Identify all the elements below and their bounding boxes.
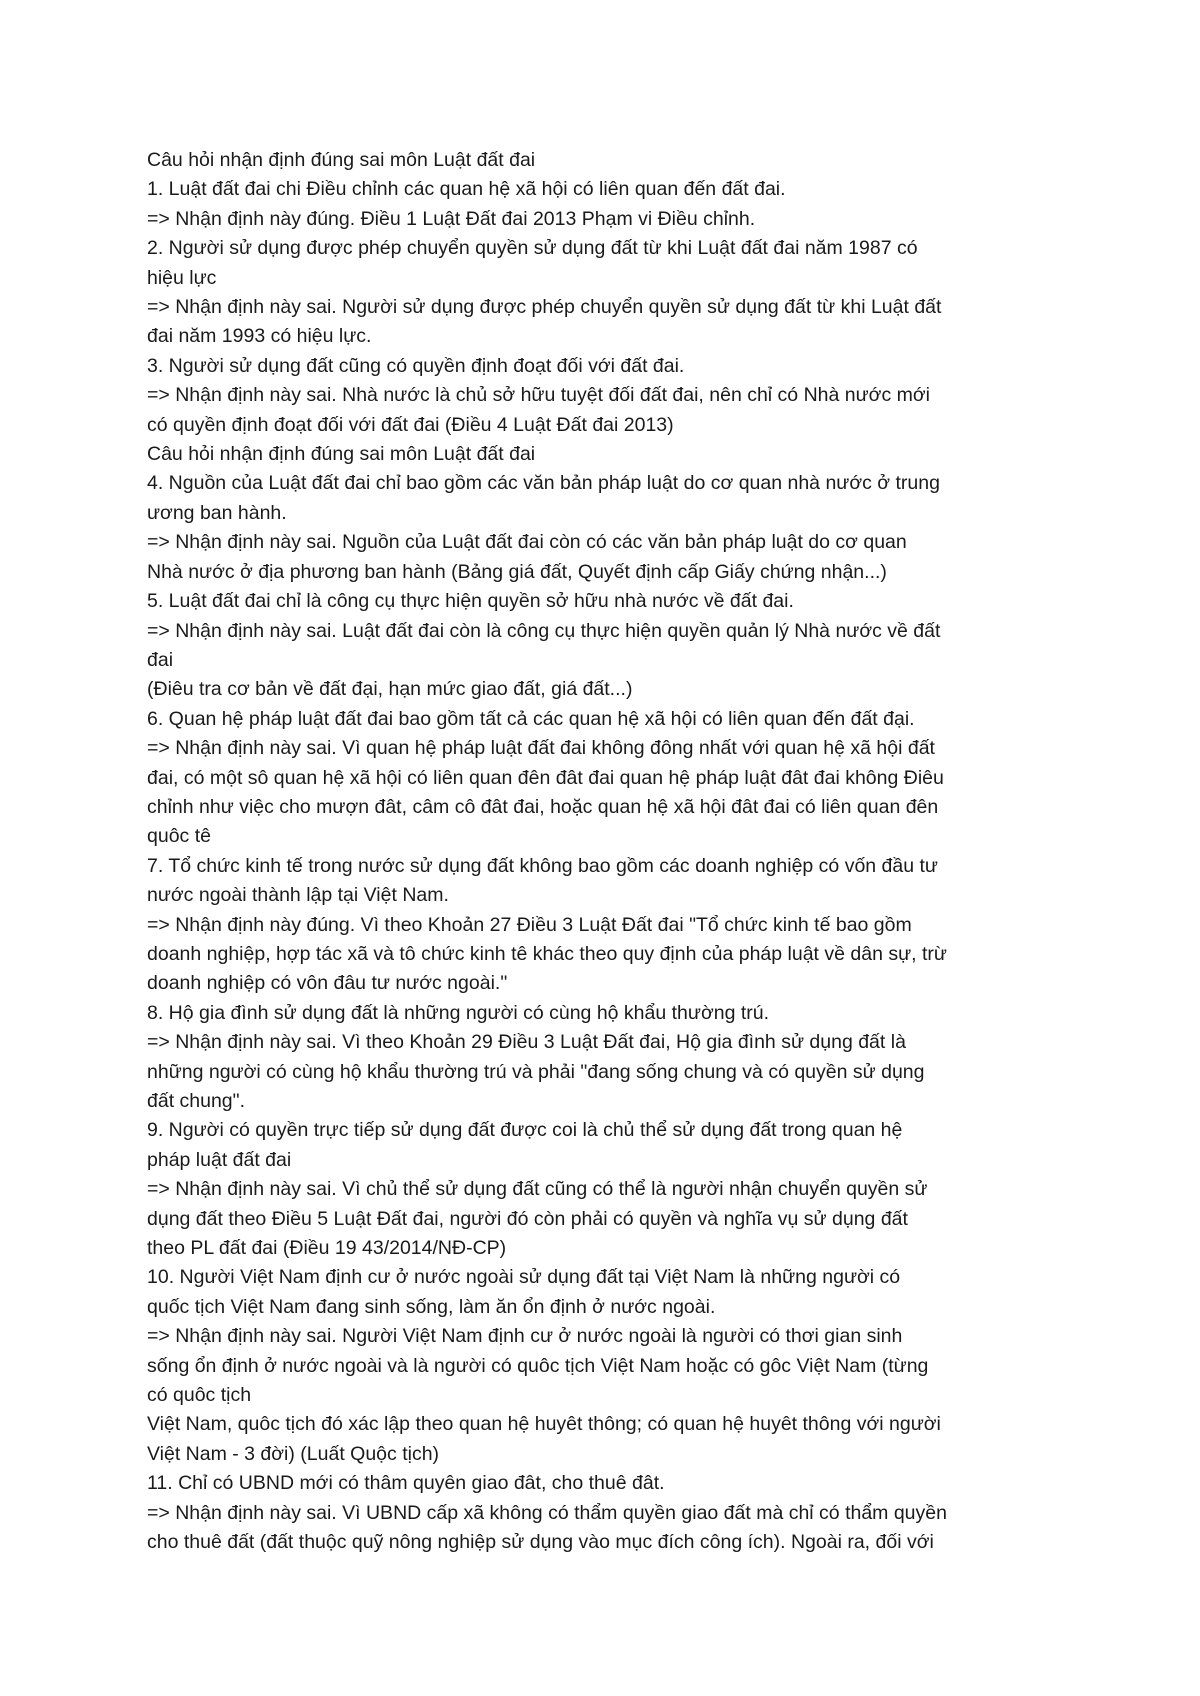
text-line: sống ổn định ở nước ngoài và là người có quôc tịch Việt Nam hoặc có gôc Việt Nam (từng [147, 1354, 929, 1377]
text-line: 4. Nguồn của Luật đất đai chỉ bao gồm các văn bản pháp luật do cơ quan nhà nước ở trung [147, 472, 940, 495]
text-line: => Nhận định này sai. Nhà nước là chủ sở hữu tuyệt đối đất đai, nên chỉ có Nhà nước mới [147, 384, 930, 407]
text-line: 11. Chỉ có UBND mới có thâm quyên giao đât, cho thuê đât. [147, 1472, 665, 1495]
text-line: nước ngoài thành lập tại Việt Nam. [147, 884, 449, 907]
text-line: 3. Người sử dụng đất cũng có quyền định đoạt đối với đất đai. [147, 354, 685, 377]
text-line: => Nhận định này sai. Nguồn của Luật đất đai còn có các văn bản pháp luật do cơ quan [147, 531, 907, 554]
text-line: => Nhận định này sai. Người sử dụng được phép chuyển quyền sử dụng đất từ khi Luật đất [147, 296, 942, 319]
text-line: 7. Tổ chức kinh tế trong nước sử dụng đất không bao gồm các doanh nghiệp có vốn đầu tư [147, 854, 938, 877]
text-line: đai, có một sô quan hệ xã hội có liên quan đên đât đai quan hệ pháp luật đât đai không Điêu [147, 766, 944, 789]
text-line: đất chung". [147, 1090, 245, 1112]
text-line: chỉnh như việc cho mượn đât, câm cô đât đai, hoặc quan hệ xã hội đât đai có liên quan đên [147, 795, 939, 818]
text-line: => Nhận định này sai. Người Việt Nam định cư ở nước ngoài là người có thơi gian sinh [147, 1325, 903, 1348]
text-line: Việt Nam - 3 đời) (Luất Quộc tịch) [147, 1442, 440, 1465]
text-line: doanh nghiệp, hợp tác xã và tô chức kinh tê khác theo quy định của pháp luật về dân sự, trừ [147, 942, 947, 965]
text-line: 2. Người sử dụng được phép chuyển quyền sử dụng đất từ khi Luật đất đai năm 1987 có [147, 237, 918, 260]
text-line: quôc tê [147, 825, 211, 848]
text-line: => Nhận định này sai. Vì UBND cấp xã không có thẩm quyền giao đất mà chỉ có thẩm quyền [147, 1501, 947, 1524]
text-line: Nhà nước ở địa phương ban hành (Bảng giá đất, Quyết định cấp Giấy chứng nhận...) [147, 560, 887, 583]
text-line: có quôc tịch [147, 1384, 252, 1407]
text-line: 6. Quan hệ pháp luật đất đai bao gồm tất cả các quan hệ xã hội có liên quan đến đất đại. [147, 707, 915, 730]
text-line: 9. Người có quyền trực tiếp sử dụng đất được coi là chủ thể sử dụng đất trong quan hệ [147, 1119, 903, 1142]
text-line: => Nhận định này sai. Luật đất đai còn là công cụ thực hiện quyền quản lý Nhà nước về đất [147, 619, 941, 642]
text-line: những người có cùng hộ khẩu thường trú và phải "đang sống chung và có quyền sử dụng [147, 1060, 925, 1083]
text-line: hiệu lực [147, 266, 217, 289]
text-line: 8. Hộ gia đình sử dụng đất là những người có cùng hộ khẩu thường trú. [147, 1001, 770, 1024]
text-line: dụng đất theo Điều 5 Luật Đất đai, người đó còn phải có quyền và nghĩa vụ sử dụng đất [147, 1207, 908, 1230]
text-line: 10. Người Việt Nam định cư ở nước ngoài sử dụng đất tại Việt Nam là những người có [147, 1266, 901, 1289]
text-line: cho thuê đất (đất thuộc quỹ nông nghiệp sử dụng vào mục đích công ích). Ngoài ra, đối với [147, 1531, 934, 1554]
text-line: pháp luật đất đai [147, 1148, 292, 1171]
text-line: đai năm 1993 có hiệu lực. [147, 325, 372, 348]
text-line: 5. Luật đất đai chỉ là công cụ thực hiện quyền sở hữu nhà nước về đất đai. [147, 590, 794, 613]
text-line: 1. Luật đất đai chi Điều chỉnh các quan hệ xã hội có liên quan đến đất đai. [147, 178, 786, 201]
text-line: Câu hỏi nhận định đúng sai môn Luật đất đai [147, 443, 536, 466]
text-line: có quyền định đoạt đối với đất đai (Điều 4 Luật Đất đai 2013) [147, 413, 674, 436]
text-line: => Nhận định này đúng. Điều 1 Luật Đất đai 2013 Phạm vi Điều chỉnh. [147, 207, 756, 230]
text-line: theo PL đất đai (Điều 19 43/2014/NĐ-CP) [147, 1237, 507, 1260]
text-line: quốc tịch Việt Nam đang sinh sống, làm ăn ổn định ở nước ngoài. [147, 1295, 716, 1318]
text-line: => Nhận định này đúng. Vì theo Khoản 27 Điều 3 Luật Đất đai "Tổ chức kinh tế bao gồm [147, 913, 912, 936]
document-body [147, 146, 1077, 1558]
text-line: ương ban hành. [147, 501, 287, 524]
text-line: => Nhận định này sai. Vì chủ thể sử dụng đất cũng có thể là người nhận chuyển quyền sử [147, 1178, 928, 1201]
text-line: => Nhận định này sai. Vì theo Khoản 29 Điều 3 Luật Đất đai, Hộ gia đình sử dụng đất là [147, 1031, 906, 1054]
text-line: Câu hỏi nhận định đúng sai môn Luật đất đai [147, 149, 536, 171]
text-line: Việt Nam, quôc tịch đó xác lập theo quan hệ huyêt thông; có quan hệ huyêt thông với người [147, 1413, 941, 1436]
text-line: doanh nghiệp có vôn đâu tư nước ngoài." [147, 972, 508, 995]
text-line: => Nhận định này sai. Vì quan hệ pháp luật đất đai không đông nhất với quan hệ xã hội đất [147, 737, 935, 760]
text-line: đai [147, 648, 174, 671]
text-line: (Điêu tra cơ bản về đất đại, hạn mức giao đất, giá đất...) [147, 678, 633, 701]
